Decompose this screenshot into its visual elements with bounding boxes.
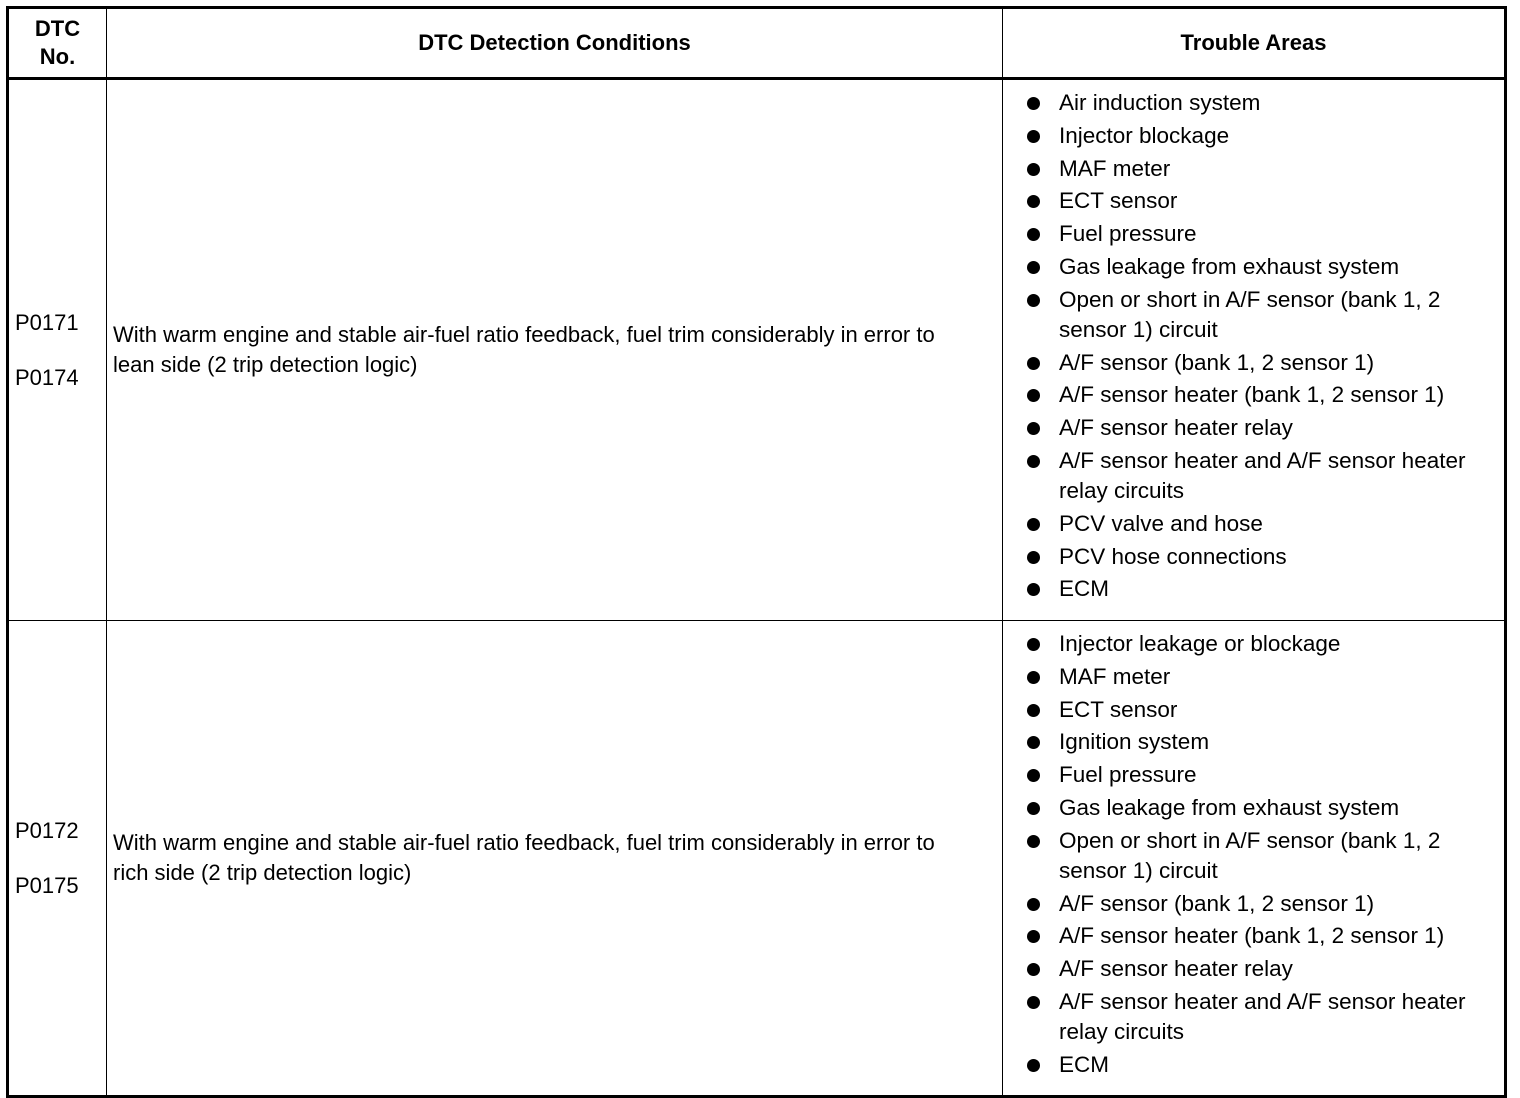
trouble-areas-cell <box>1003 79 1506 621</box>
header-row <box>8 8 1506 79</box>
trouble-area-item <box>1027 121 1498 151</box>
trouble-area-label: Ignition system <box>1059 729 1210 755</box>
bullet-icon <box>1027 389 1040 402</box>
trouble-area-item <box>1027 219 1498 249</box>
trouble-area-item <box>1027 662 1498 692</box>
bullet-icon <box>1027 261 1040 274</box>
bullet-icon <box>1027 1059 1040 1072</box>
trouble-area-item <box>1027 826 1498 886</box>
trouble-area-label: Injector leakage or blockage <box>1059 631 1341 656</box>
trouble-area-label: ECT sensor <box>1059 696 1178 722</box>
bullet-icon <box>1027 704 1040 717</box>
dtc-code: P0174 <box>15 364 79 390</box>
bullet-icon <box>1027 97 1040 110</box>
bullet-icon <box>1027 930 1040 943</box>
bullet-icon <box>1027 130 1040 143</box>
trouble-area-item <box>1027 154 1498 184</box>
trouble-area-label: A/F sensor heater relay <box>1059 956 1293 982</box>
trouble-area-label: ECM <box>1059 1051 1109 1077</box>
trouble-area-label: A/F sensor (bank 1, 2 sensor 1) <box>1059 890 1375 916</box>
trouble-area-label: A/F sensor heater (bank 1, 2 sensor 1) <box>1059 923 1445 949</box>
bullet-icon <box>1027 963 1040 976</box>
bullet-icon <box>1027 835 1040 848</box>
trouble-area-label: PCV valve and hose <box>1059 510 1263 536</box>
bullet-icon <box>1027 551 1040 564</box>
trouble-area-label: Gas leakage from exhaust system <box>1059 253 1400 279</box>
bullet-icon <box>1027 357 1040 370</box>
bullet-icon <box>1027 163 1040 176</box>
dtc-code: P0175 <box>15 872 79 898</box>
trouble-area-label: Fuel pressure <box>1059 221 1197 247</box>
trouble-area-label: Air induction system <box>1059 90 1261 115</box>
table-row <box>8 79 1506 621</box>
trouble-area-label: A/F sensor heater relay <box>1059 415 1293 441</box>
bullet-icon <box>1027 638 1040 651</box>
trouble-area-label: PCV hose connections <box>1059 543 1287 569</box>
bullet-icon <box>1027 294 1040 307</box>
table-row <box>8 621 1506 1097</box>
bullet-icon <box>1027 583 1040 596</box>
trouble-area-item <box>1027 987 1498 1047</box>
detection-condition: With warm engine and stable air-fuel ratio feedback, fuel trim considerably in error to lean side (2 trip detection logic) <box>107 79 1003 621</box>
bullet-icon <box>1027 769 1040 782</box>
trouble-area-item <box>1027 954 1498 984</box>
trouble-area-item <box>1027 629 1498 659</box>
trouble-area-item <box>1027 252 1498 282</box>
bullet-icon <box>1027 996 1040 1009</box>
header-conditions: DTC Detection Conditions <box>107 8 1003 79</box>
trouble-area-item <box>1027 793 1498 823</box>
trouble-area-label: Gas leakage from exhaust system <box>1059 794 1400 820</box>
bullet-icon <box>1027 518 1040 531</box>
bullet-icon <box>1027 422 1040 435</box>
trouble-area-item <box>1027 760 1498 790</box>
trouble-area-label: A/F sensor heater and A/F sensor heater relay circuits <box>1059 447 1466 503</box>
trouble-area-label: Open or short in A/F sensor (bank 1, 2 sensor 1) circuit <box>1059 286 1441 342</box>
dtc-table <box>6 6 1507 1098</box>
trouble-area-label: A/F sensor heater (bank 1, 2 sensor 1) <box>1059 382 1445 408</box>
bullet-icon <box>1027 228 1040 241</box>
header-dtc-no-label: DTC No. <box>34 16 81 69</box>
trouble-area-item <box>1027 1050 1498 1080</box>
trouble-area-item <box>1027 889 1498 919</box>
trouble-areas-list <box>1027 88 1498 604</box>
trouble-area-label: A/F sensor (bank 1, 2 sensor 1) <box>1059 349 1375 375</box>
table-body <box>8 79 1506 1097</box>
detection-condition: With warm engine and stable air-fuel ratio feedback, fuel trim considerably in error to rich side (2 trip detection logic) <box>107 621 1003 1097</box>
bullet-icon <box>1027 455 1040 468</box>
trouble-area-label: MAF meter <box>1059 663 1171 689</box>
trouble-area-item <box>1027 446 1498 506</box>
trouble-area-label: ECM <box>1059 576 1109 602</box>
trouble-area-label: Fuel pressure <box>1059 762 1197 788</box>
trouble-areas-list <box>1027 629 1498 1080</box>
trouble-area-item <box>1027 542 1498 572</box>
trouble-area-item <box>1027 186 1498 216</box>
trouble-area-item <box>1027 574 1498 604</box>
trouble-area-label: Injector blockage <box>1059 122 1230 148</box>
trouble-areas-cell <box>1003 621 1506 1097</box>
bullet-icon <box>1027 802 1040 815</box>
dtc-code: P0172 <box>15 817 79 843</box>
trouble-area-label: MAF meter <box>1059 155 1171 181</box>
trouble-area-item <box>1027 285 1498 345</box>
trouble-area-item <box>1027 380 1498 410</box>
trouble-area-item <box>1027 727 1498 757</box>
trouble-area-item <box>1027 509 1498 539</box>
dtc-code-cell <box>8 621 107 1097</box>
trouble-area-item <box>1027 695 1498 725</box>
trouble-area-item <box>1027 921 1498 951</box>
header-dtc-no <box>8 8 107 79</box>
bullet-icon <box>1027 736 1040 749</box>
dtc-code-cell <box>8 79 107 621</box>
trouble-area-item <box>1027 348 1498 378</box>
trouble-area-item <box>1027 88 1498 118</box>
trouble-area-label: A/F sensor heater and A/F sensor heater relay circuits <box>1059 988 1466 1044</box>
bullet-icon <box>1027 195 1040 208</box>
header-trouble-areas: Trouble Areas <box>1003 8 1506 79</box>
trouble-area-label: ECT sensor <box>1059 188 1178 214</box>
dtc-code: P0171 <box>15 309 79 335</box>
trouble-area-label: Open or short in A/F sensor (bank 1, 2 sensor 1) circuit <box>1059 827 1441 883</box>
trouble-area-item <box>1027 413 1498 443</box>
bullet-icon <box>1027 671 1040 684</box>
bullet-icon <box>1027 898 1040 911</box>
